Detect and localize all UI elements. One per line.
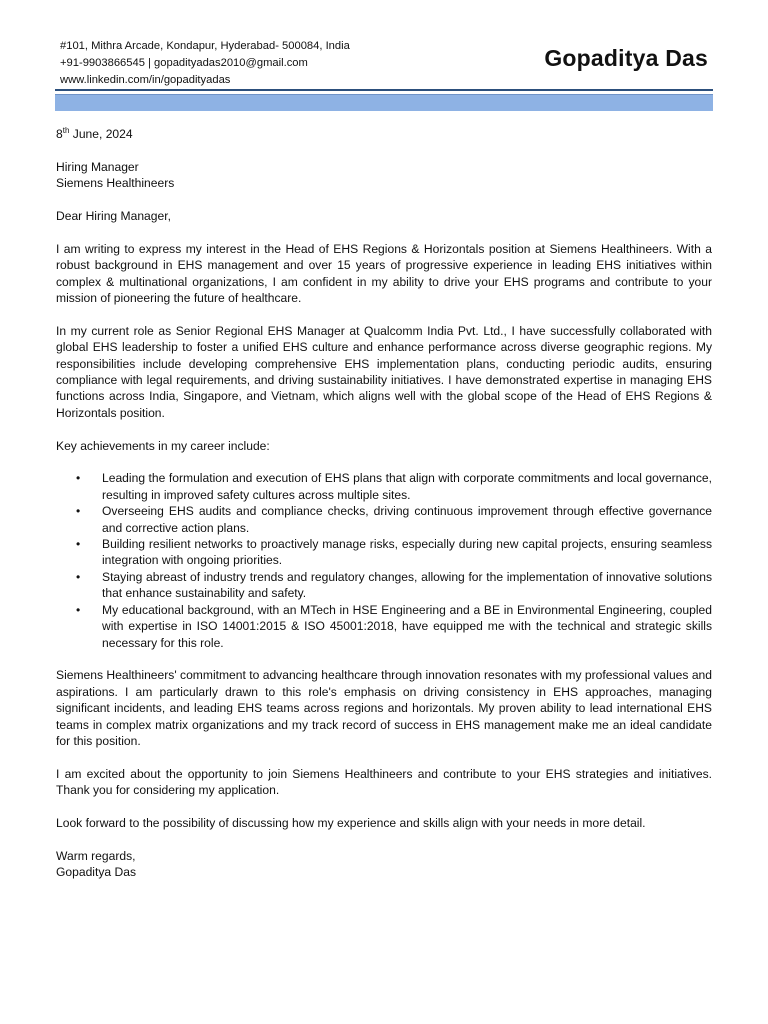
letter-body: [56, 126, 712, 897]
contact-block: [60, 38, 350, 89]
recipient-block: [56, 159, 712, 192]
header-rule-band: [55, 94, 713, 111]
closing-phrase: Warm regards,: [56, 848, 136, 863]
signature-name: Gopaditya Das: [56, 865, 136, 880]
address-line: #101, Mithra Arcade, Kondapur, Hyderabad- 500084, India: [60, 40, 350, 52]
sign-off: [56, 848, 712, 881]
list-item: [56, 470, 712, 503]
letter-date: [56, 126, 712, 142]
list-item: [56, 536, 712, 569]
applicant-name: Gopaditya Das: [544, 45, 708, 71]
salutation: Dear Hiring Manager,: [56, 209, 171, 223]
recipient-title: Hiring Manager: [56, 159, 139, 174]
bullet-icon: •: [76, 471, 81, 486]
paragraph-current-role: In my current role as Senior Regional EHS Manager at Qualcomm India Pvt. Ltd., I have successfully collaborated with global EHS leadership to foster a unified EHS culture and enhance performance across diverse geographic regions. My responsibilities include developing comprehensive EHS implementation plans, conducting periodic audits, ensuring compliance with legal requirements, and driving sustainability initiatives. I have demonstrated expertise in managing EHS functions across India, Singapore, and Vietnam, which aligns well with the global scope of the Head of EHS Regions & Horizontals position.: [56, 323, 712, 420]
paragraph-motivation: Siemens Healthineers' commitment to advancing healthcare through innovation resonates with my professional values and aspirations. I am particularly drawn to this role's emphasis on driving consistency in EHS approaches, managing significant incidents, and leading EHS teams across regions and horizontals. My proven ability to lead international EHS teams in complex matrix organizations and my track record of success in EHS management make me an ideal candidate for this position.: [56, 668, 712, 748]
bullet-icon: •: [76, 602, 81, 617]
achievement-text: Building resilient networks to proactively manage risks, especially during new capital projects, ensuring seamless integration with ongoing priorities.: [102, 537, 712, 568]
date-rest: June, 2024: [69, 127, 133, 141]
achievements-intro: Key achievements in my career include:: [56, 438, 270, 453]
paragraph-closing-remark: Look forward to the possibility of discussing how my experience and skills align with your needs in more detail.: [56, 815, 646, 830]
phone-email-line: +91-9903866545 | gopadityadas2010@gmail.com: [60, 57, 308, 69]
achievement-text: Leading the formulation and execution of EHS plans that align with corporate commitments and local governance, resulting in improved safety cultures across multiple sites.: [102, 471, 712, 502]
recipient-company: Siemens Healthineers: [56, 176, 175, 191]
list-item: [56, 569, 712, 602]
list-item: [56, 602, 712, 651]
achievements-list: [56, 470, 712, 650]
header-rule-thin: [55, 89, 713, 91]
date-day: 8: [56, 127, 63, 141]
bullet-icon: •: [76, 569, 81, 584]
date-suffix: th: [62, 125, 70, 135]
paragraph-intro: I am writing to express my interest in the Head of EHS Regions & Horizontals position at Siemens Healthineers. With a robust background in EHS management and over 15 years of progressive experience in leading EHS initiatives within complex & multinational organizations, I am confident in my ability to drive your EHS programs and contribute to your mission of pioneering the future of healthcare.: [56, 241, 712, 306]
bullet-icon: •: [76, 504, 81, 519]
list-item: [56, 503, 712, 536]
bullet-icon: •: [76, 537, 81, 552]
achievement-text: Staying abreast of industry trends and regulatory changes, allowing for the implementation of innovative solutions that enhance sustainability and safety.: [102, 569, 712, 601]
achievement-text: Overseeing EHS audits and compliance checks, driving continuous improvement through effective governance and corrective action plans.: [102, 504, 712, 535]
linkedin-line: www.linkedin.com/in/gopadityadas: [60, 74, 231, 86]
paragraph-excitement: I am excited about the opportunity to join Siemens Healthineers and contribute to your EHS strategies and initiatives. Thank you for considering my application.: [56, 766, 712, 798]
achievement-text: My educational background, with an MTech in HSE Engineering and a BE in Environmental Engineering, coupled with expertise in ISO 14001:2015 & ISO 45001:2018, have equipped me with the technical and strategic skills necessary for this role.: [102, 602, 712, 650]
